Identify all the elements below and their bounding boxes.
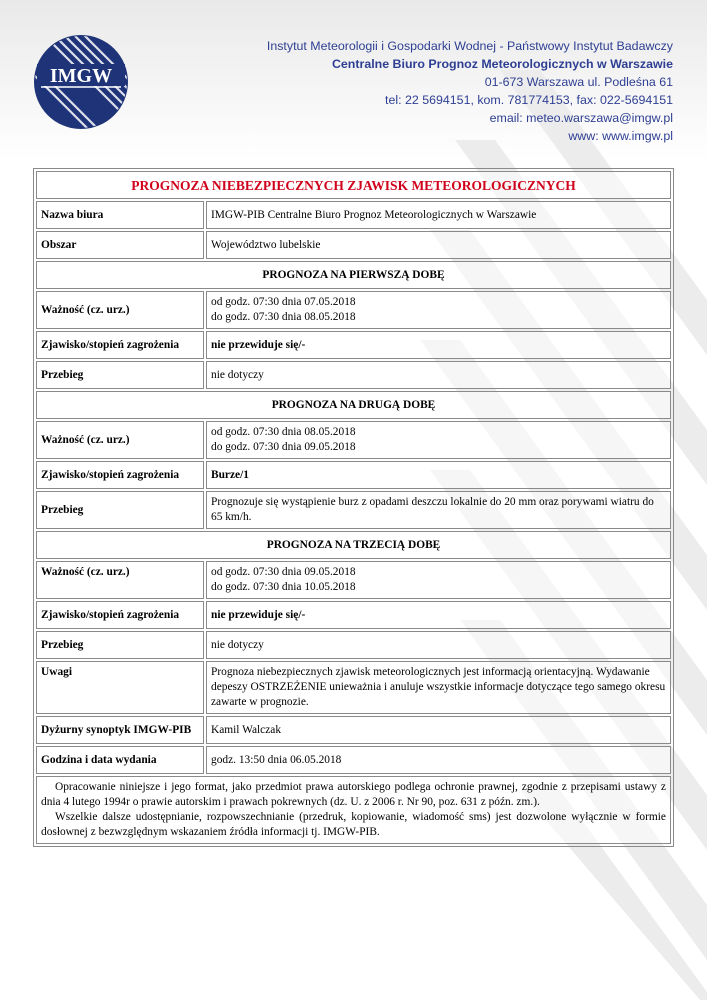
day1-course-label: Przebieg	[36, 361, 204, 389]
day1-phenomenon-row	[36, 331, 671, 359]
day3-valid-to: do godz. 07:30 dnia 10.05.2018	[211, 581, 356, 593]
day3-course-label: Przebieg	[36, 631, 204, 659]
copyright-paragraph-2: Wszelkie dalsze udostępnianie, rozpowszechnianie (przedruk, kopiowanie, wiadomość sms) jest dozwolone wyłącznie w formie dosłownej z bezwzględnym wskazaniem źródła informacji tj. IMGW-PIB.	[41, 811, 666, 838]
day2-validity-value	[206, 421, 671, 459]
day1-phenomenon-value: nie przewiduje się/-	[206, 331, 671, 359]
forecast-table	[33, 168, 674, 847]
day1-course-value: nie dotyczy	[206, 361, 671, 389]
day2-course-row	[36, 491, 671, 529]
address: 01-673 Warszawa ul. Podleśna 61	[484, 75, 673, 89]
website: www: www.imgw.pl	[568, 129, 673, 143]
issued-row	[36, 746, 671, 774]
email: email: meteo.warszawa@imgw.pl	[489, 111, 673, 125]
copyright-paragraph-1: Opracowanie niniejsze i jego format, jako przedmiot prawa autorskiego podlega ochronie prawnej, zgodnie z przepisami ustawy z dnia 4 lutego 1994r o prawie autorskim i prawach pokrewnych (dz. U. z 2006 r. Nr 90, poz. 631 z późn. zm.).	[41, 781, 666, 808]
day3-validity-label: Ważność (cz. urz.)	[36, 561, 204, 599]
notes-value: Prognoza niebezpiecznych zjawisk meteorologicznych jest informacją orientacyjną. Wydawanie depeszy OSTRZEŻENIE unieważnia i anuluje wszystkie informacje dotyczące tego samego okresu zawarte w prognozie.	[206, 661, 671, 714]
day3-validity-value	[206, 561, 671, 599]
letterhead	[0, 0, 707, 160]
day2-phenomenon-label: Zjawisko/stopień zagrożenia	[36, 461, 204, 489]
duty-label: Dyżurny synoptyk IMGW-PIB	[36, 716, 204, 744]
notes-label: Uwagi	[36, 661, 204, 714]
area-value: Województwo lubelskie	[206, 231, 671, 259]
organization-info	[267, 37, 673, 145]
bureau-label: Nazwa biura	[36, 201, 204, 229]
day1-valid-from: od godz. 07:30 dnia 07.05.2018	[211, 296, 356, 308]
day1-validity-row	[36, 291, 671, 329]
day1-phenomenon-label: Zjawisko/stopień zagrożenia	[36, 331, 204, 359]
day1-validity-value	[206, 291, 671, 329]
day3-heading: PROGNOZA NA TRZECIĄ DOBĘ	[36, 531, 671, 559]
day3-course-row	[36, 631, 671, 659]
row-bureau	[36, 201, 671, 229]
day2-valid-to: do godz. 07:30 dnia 09.05.2018	[211, 441, 356, 453]
day3-phenomenon-value: nie przewiduje się/-	[206, 601, 671, 629]
day2-course-value: Prognozuje się wystąpienie burz z opadami deszczu lokalnie do 20 mm oraz porywami wiatru do 65 km/h.	[206, 491, 671, 529]
notes-row	[36, 661, 671, 714]
org-name: Instytut Meteorologii i Gospodarki Wodnej - Państwowy Instytut Badawczy	[266, 39, 673, 53]
day3-course-value: nie dotyczy	[206, 631, 671, 659]
document-title: PROGNOZA NIEBEZPIECZNYCH ZJAWISK METEOROLOGICZNYCH	[36, 171, 671, 199]
forecast-document	[33, 168, 674, 847]
day1-valid-to: do godz. 07:30 dnia 08.05.2018	[211, 311, 356, 323]
day2-valid-from: od godz. 07:30 dnia 08.05.2018	[211, 426, 356, 438]
copyright-notice	[36, 776, 671, 844]
day2-phenomenon-value: Burze/1	[206, 461, 671, 489]
day1-heading: PROGNOZA NA PIERWSZĄ DOBĘ	[36, 261, 671, 289]
bureau-value: IMGW-PIB Centralne Biuro Prognoz Meteorologicznych w Warszawie	[206, 201, 671, 229]
day3-valid-from: od godz. 07:30 dnia 09.05.2018	[211, 566, 356, 578]
issued-value: godz. 13:50 dnia 06.05.2018	[206, 746, 671, 774]
day2-phenomenon-row	[36, 461, 671, 489]
day1-course-row	[36, 361, 671, 389]
day2-validity-label: Ważność (cz. urz.)	[36, 421, 204, 459]
day3-phenomenon-label: Zjawisko/stopień zagrożenia	[36, 601, 204, 629]
issued-label: Godzina i data wydania	[36, 746, 204, 774]
day3-phenomenon-row	[36, 601, 671, 629]
imgw-logo	[33, 34, 129, 130]
duty-row	[36, 716, 671, 744]
bureau-name: Centralne Biuro Prognoz Meteorologicznych w Warszawie	[331, 57, 673, 71]
area-label: Obszar	[36, 231, 204, 259]
day2-validity-row	[36, 421, 671, 459]
logo-text: IMGW	[49, 65, 113, 87]
day3-validity-row	[36, 561, 671, 599]
day2-heading: PROGNOZA NA DRUGĄ DOBĘ	[36, 391, 671, 419]
row-area	[36, 231, 671, 259]
day2-course-label: Przebieg	[36, 491, 204, 529]
phones: tel: 22 5694151, kom. 781774153, fax: 022-5694151	[385, 93, 673, 107]
day1-validity-label: Ważność (cz. urz.)	[36, 291, 204, 329]
duty-value: Kamil Walczak	[206, 716, 671, 744]
footer-row	[36, 776, 671, 844]
